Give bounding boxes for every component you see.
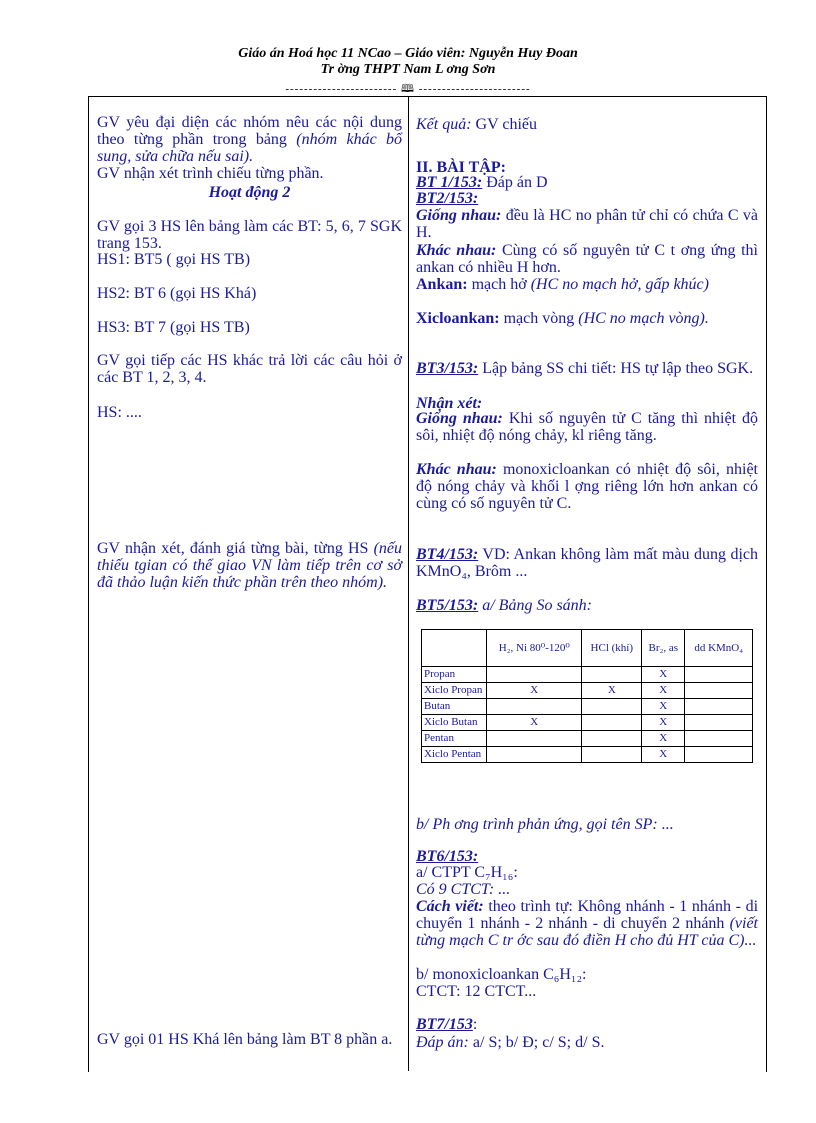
table-cell: X <box>642 715 685 731</box>
table-cell <box>582 747 642 763</box>
bt5-line <box>416 597 592 614</box>
bt2-same-text: đều là HC no phân tử chỉ có chứa C và H. <box>416 207 758 241</box>
table-header-cell <box>422 630 487 667</box>
table-cell <box>582 715 642 731</box>
table-cell: X <box>642 731 685 747</box>
bt6-a-line: a/ CTPT C₇H₁₆: <box>416 864 518 881</box>
table-row-label: Propan <box>422 667 487 683</box>
bt6-write-text: theo trình tự: Không nhánh - 1 nhánh - di chuyển 1 nhánh - 2 nhánh - di chuyển 2 nhánh <box>416 898 759 932</box>
table-cell <box>582 731 642 747</box>
bt6-d-line: CTCT: 12 CTCT... <box>416 983 537 1000</box>
bt1-line <box>416 174 548 191</box>
table-row <box>422 731 753 747</box>
bt6-b-line: Có 9 CTCT: ... <box>416 881 511 898</box>
bt3-diff-label: Khác nhau: <box>416 461 497 478</box>
hs1-line: HS1: BT5 ( gọi HS TB) <box>97 251 251 268</box>
bt5-b-line: b/ Ph ơng trình phản ứng, gọi tên SP: ... <box>416 816 674 833</box>
table-cell: X <box>642 699 685 715</box>
activity-heading: Hoạt động 2 <box>208 184 291 201</box>
left-evaluate-note: (nếu thiếu tgian có thể giao VN làm tiếp trên cơ sở đã thảo luận kiến thức phần trên theo nhóm). <box>97 540 402 591</box>
bt1-text: Đáp án D <box>482 174 548 191</box>
bt3-same-text: Khi số nguyên tử C tăng thì nhiệt độ sôi, nhiệt độ nóng chảy, kl riêng tăng. <box>416 410 758 444</box>
left-intro-text: GV yêu đại diện các nhóm nêu các nội dung theo từng phần trong bảng <box>97 114 402 148</box>
table-header-cell: Br₂, as <box>642 630 685 667</box>
comparison-table <box>421 629 753 763</box>
bt2-ankan-note: (HC no mạch hở, gấp khúc) <box>530 276 709 293</box>
table-row <box>422 699 753 715</box>
table-cell <box>487 667 582 683</box>
table-cell <box>487 731 582 747</box>
left-intro <box>97 114 402 182</box>
table-cell: X <box>642 667 685 683</box>
left-intro-note: (nhóm khác bổ sung, sửa chữa nếu sai). <box>97 131 402 165</box>
bt6-c-line: b/ monoxicloankan C₆H₁₂: <box>416 966 587 983</box>
table-cell <box>487 699 582 715</box>
bt2-same <box>416 207 758 241</box>
table-row <box>422 747 753 763</box>
bt2-ankan-text: mạch hở <box>467 276 531 293</box>
bt3-line <box>416 360 758 377</box>
bt2-xiclo-note: (HC no mạch vòng). <box>578 310 709 327</box>
left-assign-text: GV gọi 3 HS lên bảng làm các BT: 5, 6, 7 SGK trang 153. <box>97 218 402 252</box>
bt3-same <box>416 410 758 444</box>
bt6-write-note: (viết từng mạch C tr ớc sau đó điền H cho đủ HT của C)... <box>416 915 758 949</box>
table-header-cell: dd KMnO₄ <box>685 630 753 667</box>
bt4-heading: BT4/153: <box>416 546 479 563</box>
bt7-answer-text: a/ S; b/ Đ; c/ S; d/ S. <box>468 1034 605 1051</box>
bt7-answer <box>416 1034 604 1051</box>
doc-header-divider: ------------------------ 🕮 ------------------------ <box>285 83 531 95</box>
table-row <box>422 715 753 731</box>
bt3-text: Lập bảng SS chi tiết: HS tự lập theo SGK. <box>478 360 754 377</box>
table-cell <box>487 747 582 763</box>
table-cell <box>685 731 753 747</box>
table-cell: X <box>642 747 685 763</box>
hs-more-line: HS: .... <box>97 404 142 421</box>
bt2-xiclo-label: Xicloankan: <box>416 310 500 327</box>
table-cell <box>685 747 753 763</box>
left-bt8-text: GV gọi 01 HS Khá lên bảng làm BT 8 phần a. <box>97 1031 393 1048</box>
doc-header-school: Tr ờng THPT Nam L ơng Sơn <box>320 62 496 77</box>
bt6-heading: BT6/153: <box>416 848 479 865</box>
table-cell <box>582 667 642 683</box>
result-text: GV chiếu <box>471 116 538 133</box>
table-row-label: Pentan <box>422 731 487 747</box>
hs2-line: HS2: BT 6 (gọi HS Khá) <box>97 285 257 302</box>
remark-heading: Nhận xét: <box>416 395 483 412</box>
bt2-diff <box>416 242 758 276</box>
bt3-same-label: Giống nhau: <box>416 410 503 427</box>
table-row <box>422 667 753 683</box>
bt4-text: VD: Ankan không làm mất màu dung dịch KMnO₄, Brôm ... <box>416 546 758 580</box>
result-label: Kết quả: <box>416 116 472 133</box>
left-evaluate-text: GV nhận xét, đánh giá từng bài, từng HS <box>97 540 374 557</box>
hs3-line: HS3: BT 7 (gọi HS TB) <box>97 319 250 336</box>
bt2-xiclo-text: mạch vòng <box>499 310 579 327</box>
bt2-ankan-label: Ankan: <box>416 276 468 293</box>
bt6-write-label: Cách viết: <box>416 898 484 915</box>
bt2-diff-text: Cùng có số nguyên tử C t ơng ứng thì ankan có nhiều H hơn. <box>416 242 758 276</box>
bt7-line <box>416 1016 477 1033</box>
table-header-cell: H₂, Ni 80⁰-120⁰ <box>487 630 582 667</box>
table-header-cell: HCl (khí) <box>582 630 642 667</box>
table-cell <box>685 667 753 683</box>
bt2-xiclo <box>416 310 758 327</box>
bt7-colon: : <box>472 1016 478 1033</box>
bt2-diff-label: Khác nhau: <box>416 242 497 259</box>
table-cell: X <box>582 683 642 699</box>
table-row-label: Xiclo Butan <box>422 715 487 731</box>
table-cell: X <box>487 715 582 731</box>
bt1-heading: BT 1/153: <box>416 174 483 191</box>
table-row-label: Xiclo Propan <box>422 683 487 699</box>
bt3-heading: BT3/153: <box>416 360 479 377</box>
table-cell <box>685 715 753 731</box>
column-divider <box>408 96 409 1071</box>
table-cell <box>582 699 642 715</box>
bt2-ankan <box>416 276 758 293</box>
bt5-text: a/ Bảng So sánh: <box>478 597 592 614</box>
bt3-diff-text: monoxicloankan có nhiệt độ sôi, nhiệt độ nóng chảy và khối l ợng riêng lớn hơn ankan có cùng có số nguyên tử C. <box>416 461 758 512</box>
bt3-diff <box>416 461 758 512</box>
table-row-label: Butan <box>422 699 487 715</box>
left-followup-text: GV gọi tiếp các HS khác trả lời các câu hỏi ở các BT 1, 2, 3, 4. <box>97 352 402 386</box>
table-cell <box>685 699 753 715</box>
table-cell: X <box>487 683 582 699</box>
left-evaluate <box>97 540 402 591</box>
section-heading: II. BÀI TẬP: <box>416 159 506 176</box>
doc-header-title: Giáo án Hoá học 11 NCao – Giáo viên: Nguyễn Huy Đoan <box>238 46 578 61</box>
bt6-write <box>416 898 758 949</box>
bt5-heading: BT5/153: <box>416 597 479 614</box>
table-row-label: Xiclo Pentan <box>422 747 487 763</box>
table-cell: X <box>642 683 685 699</box>
table-cell <box>685 683 753 699</box>
left-intro-review: GV nhận xét trình chiếu từng phần. <box>97 165 324 182</box>
bt4-line <box>416 546 758 580</box>
bt2-heading: BT2/153: <box>416 190 479 207</box>
result-line <box>416 116 537 133</box>
table-header-row <box>422 630 753 667</box>
bt2-same-label: Giống nhau: <box>416 207 502 224</box>
table-row <box>422 683 753 699</box>
bt7-heading: BT7/153 <box>416 1016 473 1033</box>
bt7-answer-label: Đáp án: <box>416 1034 469 1051</box>
